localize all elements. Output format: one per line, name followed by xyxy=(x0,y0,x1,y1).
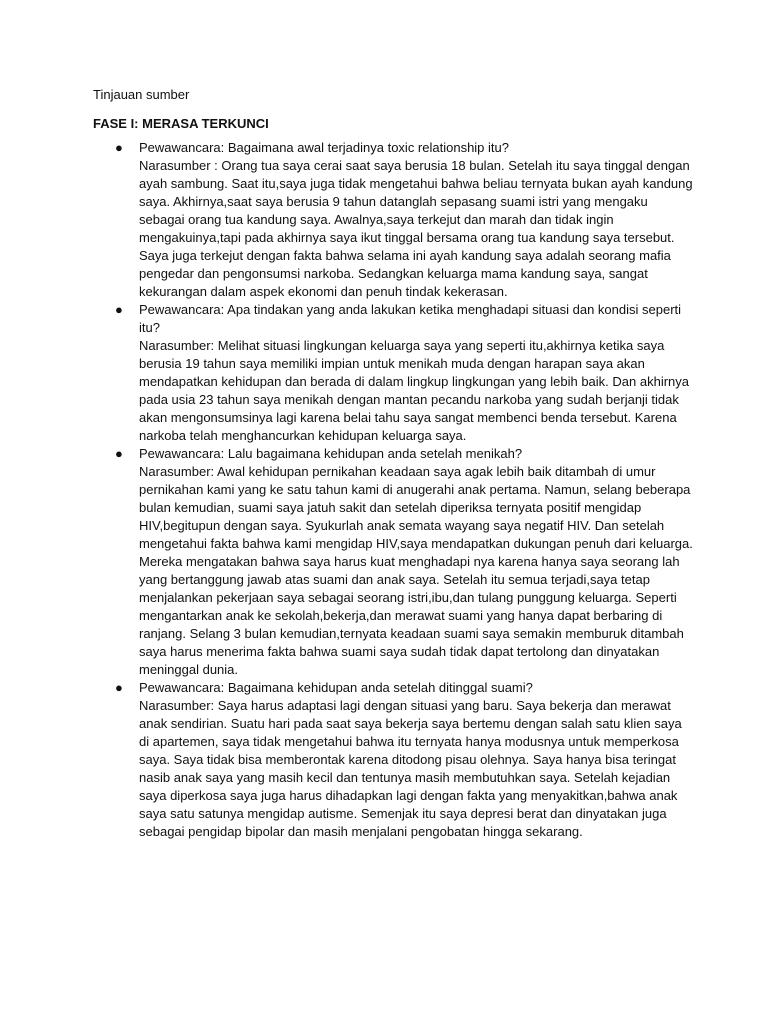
list-item xyxy=(93,445,693,679)
answer-text: Narasumber: Saya harus adaptasi lagi dengan situasi yang baru. Saya bekerja dan merawat anak sendirian. Suatu hari pada saat saya bekerja saya bertemu dengan salah satu klien saya di apartemen, saya tidak mengetahui bahwa itu ternyata hanya modusnya untuk memperkosa saya. Saya tidak bisa memberontak karena ditodong pisau olehnya. Saya hanya bisa teringat nasib anak saya yang masih kecil dan tentunya masih membutuhkan saya. Setelah kejadian saya diperkosa saya juga harus dihadapkan lagi dengan fakta yang menyakitkan,bahwa anak saya satu satunya mengidap autisme. Semenjak itu saya depresi berat dan dinyatakan juga sebagai pengidap bipolar dan masih menjalani pengobatan hingga sekarang. xyxy=(139,698,682,839)
bullet-icon: ● xyxy=(115,140,123,155)
bullet-icon: ● xyxy=(115,446,123,461)
list-item xyxy=(93,301,693,445)
answer-text: Narasumber: Melihat situasi lingkungan keluarga saya yang seperti itu,akhirnya ketika saya berusia 19 tahun saya memiliki impian untuk menikah muda dengan harapan saya akan mendapatkan kehidupan dan berada di dalam lingkup lingkungan yang lebih baik. Dan akhirnya pada usia 23 tahun saya menikah dengan mantan pecandu narkoba yang sudah berjanji tidak akan mengonsumsinya lagi karena belai tahu saya sangat membenci benda tersebut. Karena narkoba telah menghancurkan kehidupan keluarga saya. xyxy=(139,338,689,443)
question-text: Pewawancara: Lalu bagaimana kehidupan anda setelah menikah? xyxy=(139,446,523,461)
answer-text: Narasumber : Orang tua saya cerai saat saya berusia 18 bulan. Setelah itu saya tinggal dengan ayah sambung. Saat itu,saya juga tidak mengetahui bahwa beliau ternyata bukan ayah kandung saya. Akhirnya,saat saya berusia 9 tahun datanglah sepasang suami istri yang mengaku sebagai orang tua kandung saya. Awalnya,saya terkejut dan marah dan tidak ingin mengakuinya,tapi pada akhirnya saya ikut tinggal bersama orang tua kandung saya tersebut. Saya juga terkejut dengan fakta bahwa selama ini ayah kandung saya adalah seorang mafia pengedar dan pengonsumsi narkoba. Sedangkan keluarga mama kandung saya, sangat kekurangan dalam aspek ekonomi dan penuh tindak kekerasan. xyxy=(139,158,693,299)
document-page xyxy=(93,86,693,841)
answer-text: Narasumber: Awal kehidupan pernikahan keadaan saya agak lebih baik ditambah di umur pernikahan kami yang ke satu tahun kami di anugerahi anak pertama. Namun, selang beberapa bulan kemudian, suami saya jatuh sakit dan setelah diperiksa ternyata positif mengidap HIV,begitupun dengan saya. Syukurlah anak semata wayang saya negatif HIV. Dan setelah mengetahui fakta bahwa kami mengidap HIV,saya mendapatkan dukungan penuh dari keluarga. Mereka mengatakan bahwa saya harus kuat menghadapi nya karena hanya saya seorang lah yang bertanggung jawab atas suami dan anak saya. Setelah itu semua terjadi,saya tetap menjalankan pekerjaan saya sebagai seorang istri,ibu,dan tulang punggung keluarga. Seperti mengantarkan anak ke sekolah,bekerja,dan merawat suami yang hanya dapat berbaring di ranjang. Selang 3 bulan kemudian,ternyata keadaan suami saya semakin memburuk ditambah saya harus menerima fakta bahwa suami saya sudah tidak dapat tertolong dan dinyatakan meninggal dunia. xyxy=(139,464,693,677)
bullet-icon: ● xyxy=(115,680,123,695)
question-text: Pewawancara: Apa tindakan yang anda lakukan ketika menghadapi situasi dan kondisi seperti itu? xyxy=(139,302,682,335)
list-item xyxy=(93,139,693,301)
interview-list xyxy=(93,139,693,841)
document-heading: Tinjauan sumber xyxy=(93,87,190,102)
question-text: Pewawancara: Bagaimana kehidupan anda setelah ditinggal suami? xyxy=(139,680,533,695)
list-item xyxy=(93,679,693,841)
bullet-icon: ● xyxy=(115,302,123,317)
section-title: FASE I: MERASA TERKUNCI xyxy=(93,116,269,131)
question-text: Pewawancara: Bagaimana awal terjadinya toxic relationship itu? xyxy=(139,140,509,155)
